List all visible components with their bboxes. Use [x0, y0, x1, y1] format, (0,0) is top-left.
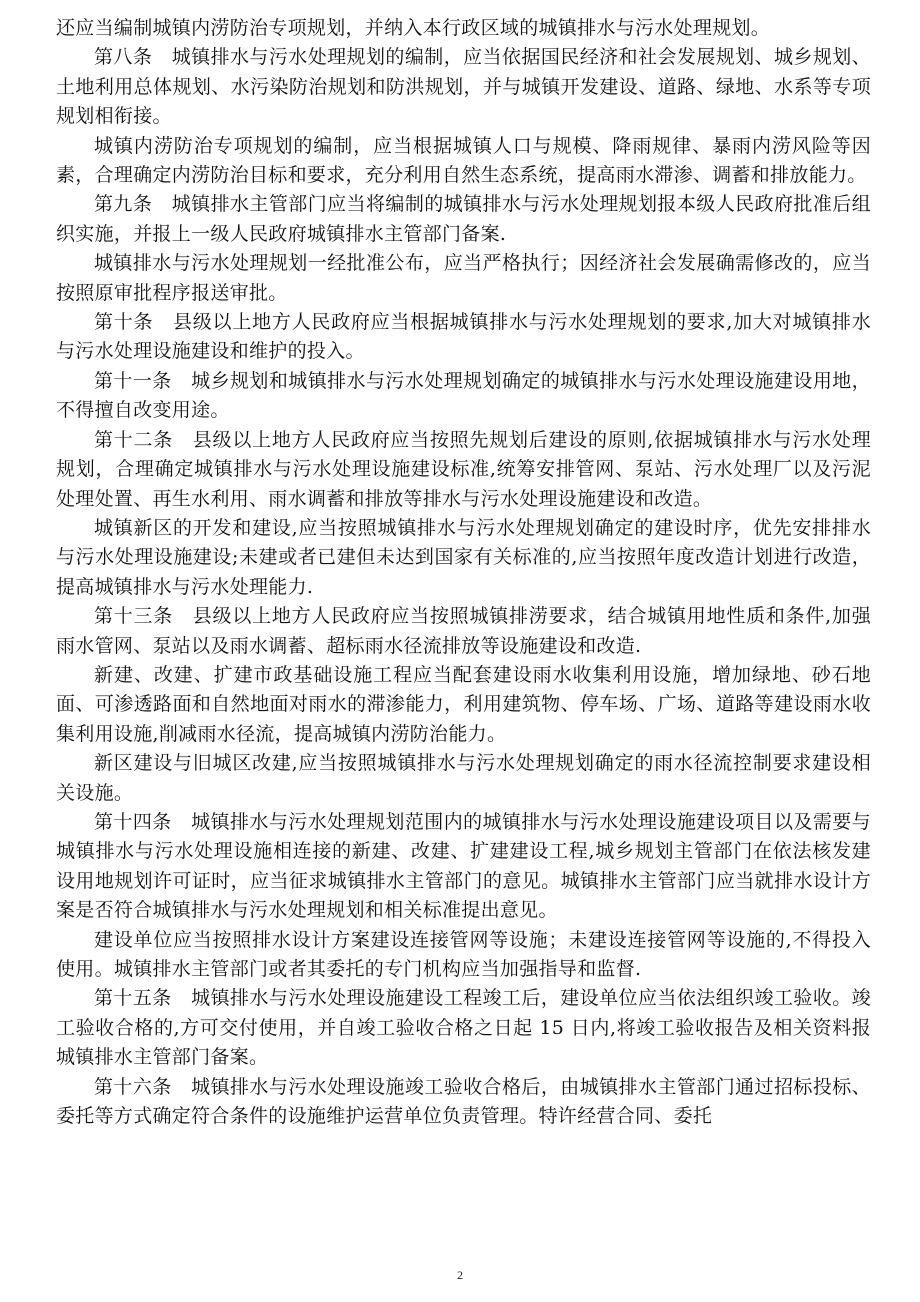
- paragraph: 建设单位应当按照排水设计方案建设连接管网等设施；未建设连接管网等设施的,不得投入使用。城镇排水主管部门或者其委托的专门机构应当加强指导和监督.: [56, 928, 871, 980]
- paragraph: 第十四条 城镇排水与污水处理规划范围内的城镇排水与污水处理设施建设项目以及需要与城镇排水与污水处理设施相连接的新建、改建、扩建建设工程,城乡规划主管部门在依法核发建设用地规划许可证时，应当征求城镇排水主管部门的意见。城镇排水主管部门应当就排水设计方案是否符合城镇排水与污水处理规划和相关标准提出意见。: [56, 810, 871, 922]
- paragraph: 第十五条 城镇排水与污水处理设施建设工程竣工后，建设单位应当依法组织竣工验收。竣工验收合格的,方可交付使用，并自竣工验收合格之日起 15 日内,将竣工验收报告及相关资料报城镇排水主管部门备案。: [56, 987, 871, 1069]
- paragraph: 新区建设与旧城区改建,应当按照城镇排水与污水处理规划确定的雨水径流控制要求建设相关设施。: [56, 752, 871, 804]
- paragraph: 第十六条 城镇排水与污水处理设施竣工验收合格后，由城镇排水主管部门通过招标投标、委托等方式确定符合条件的设施维护运营单位负责管理。特许经营合同、委托: [56, 1075, 871, 1128]
- paragraph: 第十一条 城乡规划和城镇排水与污水处理规划确定的城镇排水与污水处理设施建设用地，不得擅自改变用途。: [56, 369, 871, 422]
- paragraph: 第十三条 县级以上地方人民政府应当按照城镇排涝要求，结合城镇用地性质和条件,加强雨水管网、泵站以及雨水调蓄、超标雨水径流排放等设施建设和改造.: [56, 605, 871, 657]
- paragraph: 第十二条 县级以上地方人民政府应当按照先规划后建设的原则,依据城镇排水与污水处理规划，合理确定城镇排水与污水处理设施建设标准,统筹安排管网、泵站、污水处理厂以及污泥处理处置、再生水利用、雨水调蓄和排放等排水与污水处理设施建设和改造。: [56, 428, 871, 510]
- paragraph: 第八条 城镇排水与污水处理规划的编制，应当依据国民经济和社会发展规划、城乡规划、土地利用总体规划、水污染防治规划和防洪规划，并与城镇开发建设、道路、绿地、水系等专项规划相衔接。: [56, 46, 871, 128]
- paragraph: 城镇排水与污水处理规划一经批准公布，应当严格执行；因经济社会发展确需修改的，应当按照原审批程序报送审批。: [56, 252, 871, 304]
- paragraph: 新建、改建、扩建市政基础设施工程应当配套建设雨水收集利用设施，增加绿地、砂石地面、可渗透路面和自然地面对雨水的滞渗能力，利用建筑物、停车场、广场、道路等建设雨水收集利用设施,削减雨水径流，提高城镇内涝防治能力。: [56, 663, 871, 745]
- paragraph: 城镇新区的开发和建设,应当按照城镇排水与污水处理规划确定的建设时序，优先安排排水与污水处理设施建设;未建或者已建但未达到国家有关标准的,应当按照年度改造计划进行改造，提高城镇排水与污水处理能力.: [56, 516, 871, 598]
- document-body: [56, 14, 871, 1131]
- page-number: 2: [457, 1268, 463, 1282]
- paragraph: 第九条 城镇排水主管部门应当将编制的城镇排水与污水处理规划报本级人民政府批准后组织实施，并报上一级人民政府城镇排水主管部门备案.: [56, 193, 871, 245]
- paragraph: 城镇内涝防治专项规划的编制，应当根据城镇人口与规模、降雨规律、暴雨内涝风险等因素，合理确定内涝防治目标和要求，充分利用自然生态系统，提高雨水滞渗、调蓄和排放能力。: [56, 134, 871, 187]
- paragraph: 第十条 县级以上地方人民政府应当根据城镇排水与污水处理规划的要求,加大对城镇排水与污水处理设施建设和维护的投入。: [56, 311, 871, 363]
- paragraph: 还应当编制城镇内涝防治专项规划，并纳入本行政区域的城镇排水与污水处理规划。: [56, 17, 771, 39]
